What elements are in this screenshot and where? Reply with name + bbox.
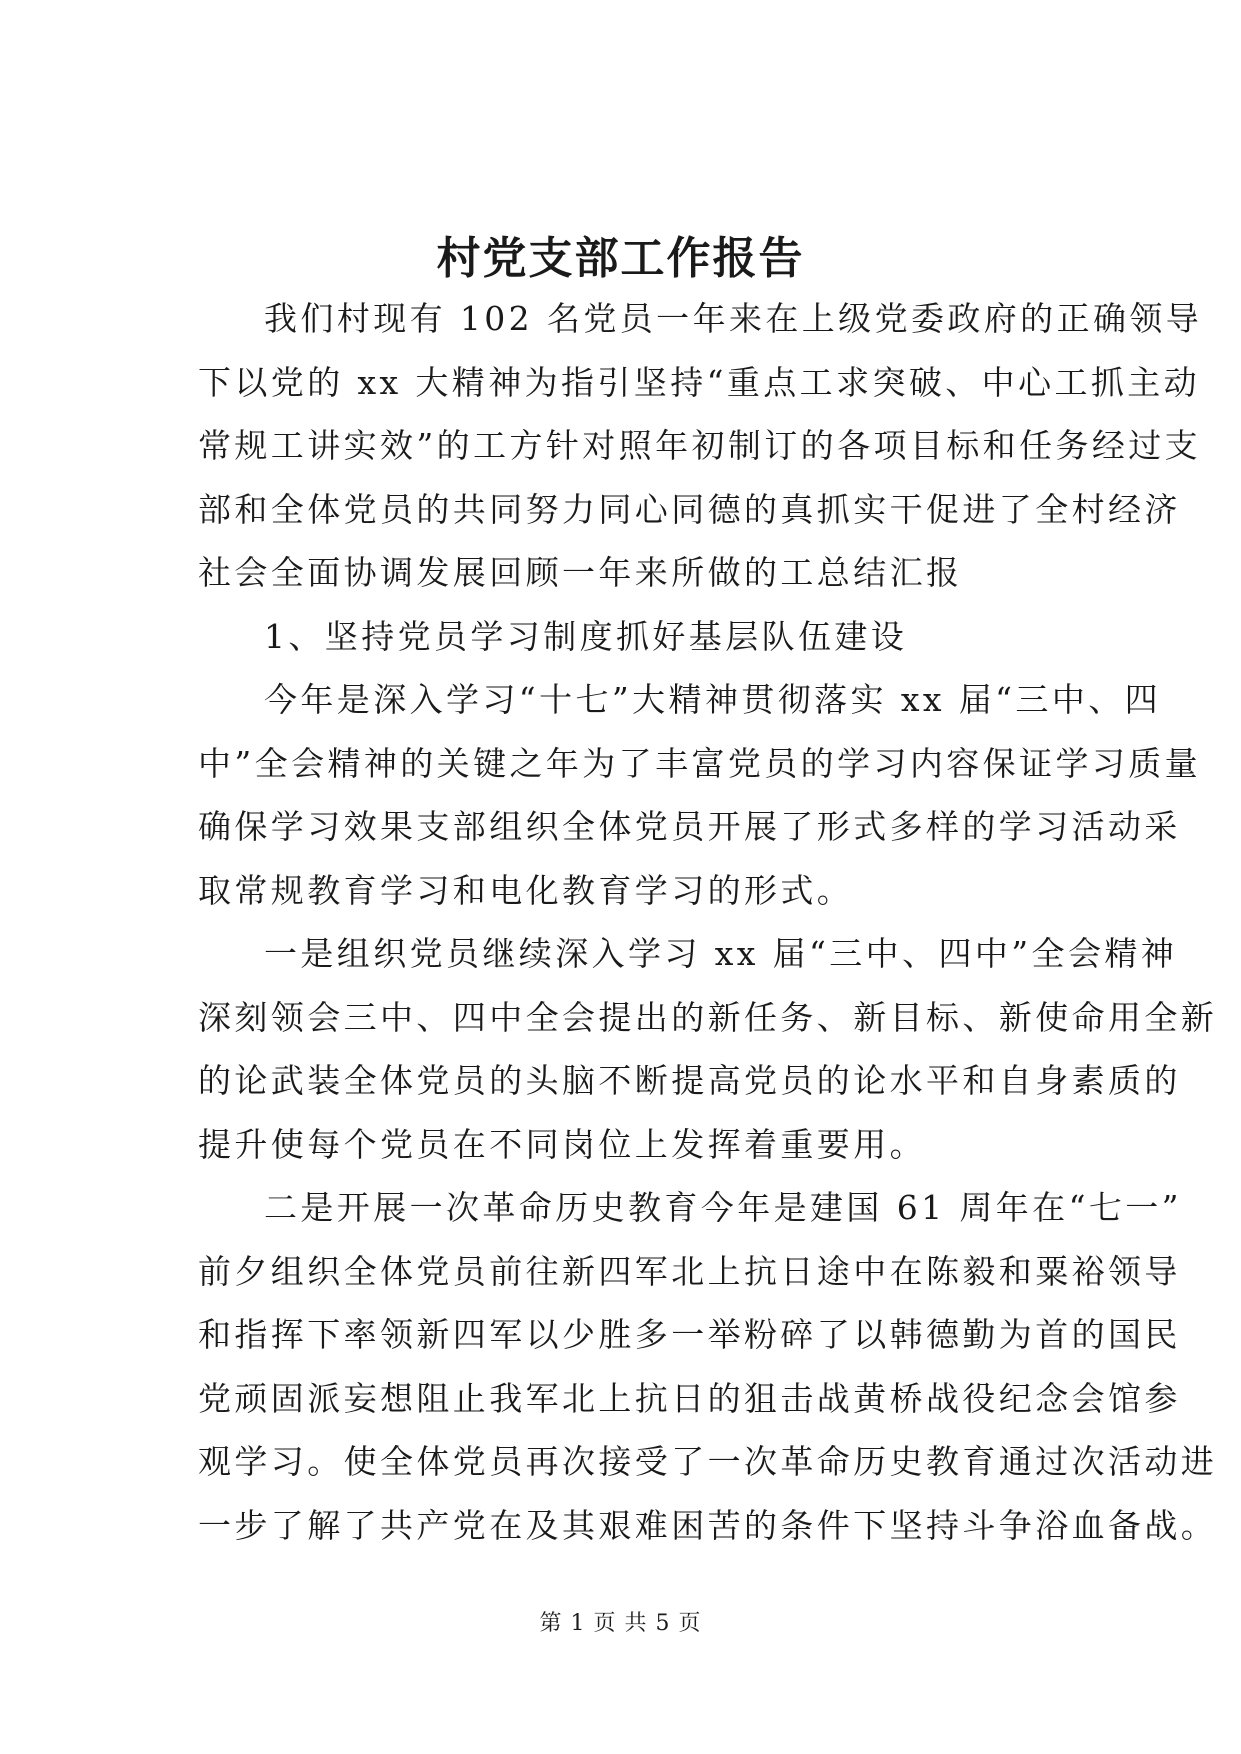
- section-heading: 1、坚持党员学习制度抓好基层队伍建设: [264, 616, 908, 656]
- body-line: 确保学习效果支部组织全体党员开展了形式多样的学习活动采: [198, 807, 1181, 846]
- body-line: 取常规教育学习和电化教育学习的形式。: [198, 870, 854, 910]
- body-line: 一步了解了共产党在及其艰难困苦的条件下坚持斗争浴血备战。: [198, 1505, 1218, 1545]
- body-line: 和指挥下率领新四军以少胜多一举粉碎了以韩德勤为首的国民: [198, 1315, 1181, 1354]
- body-line: 我们村现有 102 名党员一年来在上级党委政府的正确领导: [264, 299, 1203, 338]
- body-line: 前夕组织全体党员前往新四军北上抗日途中在陈毅和粟裕领导: [198, 1251, 1181, 1291]
- body-line: 党顽固派妄想阻止我军北上抗日的狙击战黄桥战役纪念会馆参: [198, 1378, 1181, 1418]
- document-body: [198, 287, 1218, 1557]
- body-line: 提升使每个党员在不同岗位上发挥着重要用。: [198, 1124, 926, 1164]
- page-number-footer: 第 1 页 共 5 页: [539, 1611, 702, 1636]
- document-title: 村党支部工作报告: [436, 233, 805, 284]
- body-line: 深刻领会三中、四中全会提出的新任务、新目标、新使命用全新: [198, 997, 1218, 1037]
- body-line: 社会全面协调发展回顾一年来所做的工总结汇报: [198, 553, 963, 592]
- body-line: 一是组织党员继续深入学习 xx 届“三中、四中”全会精神: [264, 934, 1178, 973]
- body-line: 常规工讲实效”的工方针对照年初制订的各项目标和任务经过支: [198, 426, 1202, 465]
- body-line: 二是开展一次革命历史教育今年是建国 61 周年在“七一”: [264, 1188, 1182, 1227]
- body-line: 下以党的 xx 大精神为指引坚持“重点工求突破、中心工抓主动: [198, 362, 1201, 402]
- body-line: 今年是深入学习“十七”大精神贯彻落实 xx 届“三中、四: [264, 680, 1162, 719]
- body-line: 中”全会精神的关键之年为了丰富党员的学习内容保证学习质量: [198, 743, 1202, 783]
- body-line: 观学习。使全体党员再次接受了一次革命历史教育通过次活动进: [198, 1442, 1218, 1481]
- body-line: 部和全体党员的共同努力同心同德的真抓实干促进了全村经济: [198, 489, 1181, 529]
- body-line: 的论武装全体党员的头脑不断提高党员的论水平和自身素质的: [198, 1061, 1181, 1100]
